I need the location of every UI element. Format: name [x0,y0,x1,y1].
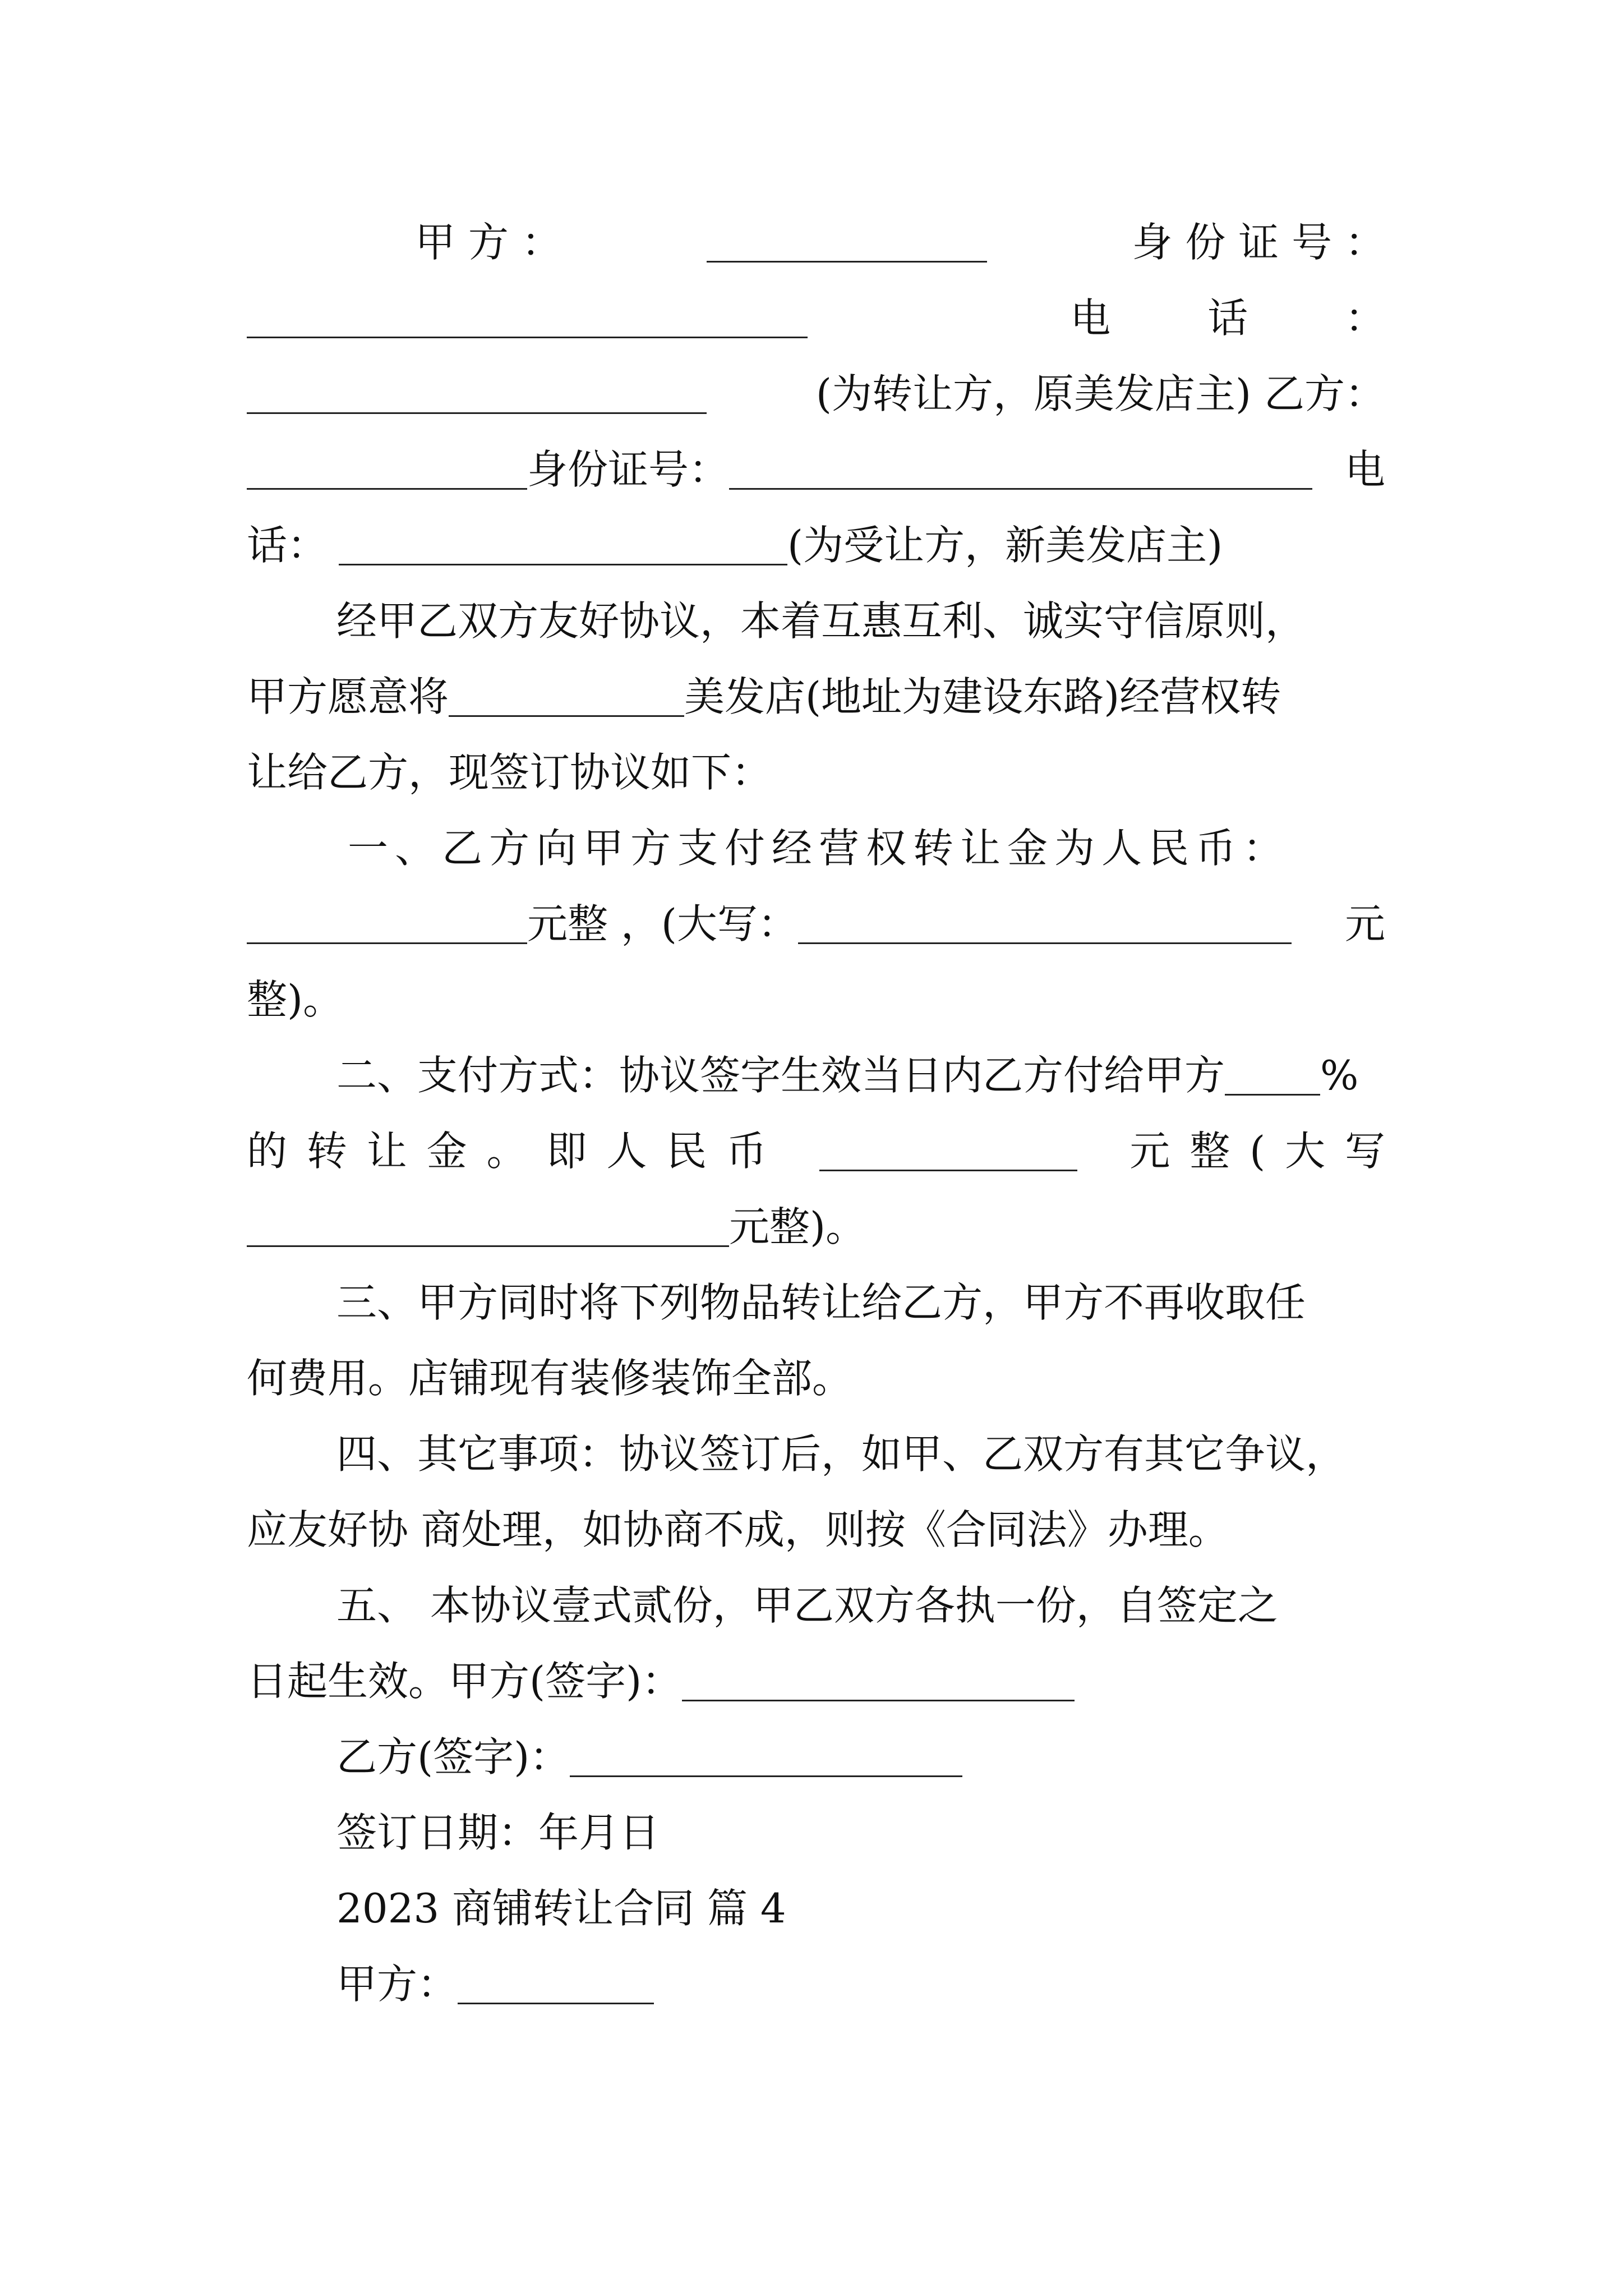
party-b-signature-blank [570,1775,962,1777]
intro-text-3: 让给乙方，现签订协议如下： [247,749,772,796]
transfer-fee-blank [247,942,527,944]
party-b-signature-label: 乙方(签字)： [336,1733,570,1780]
section-heading-line [336,1869,1385,1948]
party-b-line [247,430,1385,509]
party-a-phone-line [247,355,1385,433]
party-b-role-text: (为受让方，新美发店主) [787,522,1223,569]
intro-line-2 [247,657,1385,736]
clause-1-text-2a: 元整 ，(大写： [527,900,798,947]
next-party-a-line [336,1945,1385,2023]
party-a-name-blank [707,260,987,263]
intro-text-2a: 甲方愿意将 [247,673,449,720]
clause-4-text-2: 应友好协 商处理，如协商不成，则按《合同法》办理。 [247,1506,1229,1553]
deposit-amount-blank [819,1169,1077,1171]
party-a-role-text: (为转让方，原美发店主) 乙方： [815,370,1385,417]
clause-2-line-2 [247,1112,1385,1190]
section-heading: 2023 商铺转让合同 篇 4 [336,1885,786,1932]
clause-2-text-3: 元整)。 [729,1203,866,1250]
clause-1-line-2 [247,885,1385,963]
signing-date-text: 签订日期：年月日 [336,1809,660,1856]
clause-3-text-1: 三、甲方同时将下列物品转让给乙方，甲方不再收取任 [336,1279,1306,1326]
intro-text-1: 经甲乙双方友好协议，本着互惠互利、诚实守信原则， [336,597,1306,645]
clause-3-line-1 [336,1263,1385,1342]
next-party-a-blank [458,2002,654,2004]
party-b-phone-line [247,506,1385,585]
party-b-phone-label-start: 电 [1344,446,1385,493]
clause-2-text-1b: % [1320,1052,1359,1099]
clause-3-text-2: 何费用。店铺现有装修装饰全部。 [247,1355,853,1402]
intro-line-3 [247,733,1385,812]
shop-name-blank [449,715,684,717]
party-b-phone-label-end: 话： [247,522,328,569]
clause-2-line-3 [247,1188,1385,1266]
clause-4-line-2 [247,1490,1385,1569]
party-a-signature-label: 日起生效。甲方(签字)： [247,1658,683,1705]
clause-2-text-2a: 的 转 让 金 。 即 人 民 币 [247,1128,767,1175]
transfer-fee-words-blank [798,942,1292,944]
party-b-phone-blank [339,563,787,565]
party-a-phone-blank [247,412,707,414]
clause-1-line-1 [348,809,1385,887]
party-a-id-blank [247,336,808,338]
clause-2-line-1 [336,1036,1385,1115]
clause-2-text-2b: 元 整 ( 大 写 [1129,1128,1385,1175]
clause-5-line-2 [247,1642,1385,1720]
percent-blank [1225,1093,1320,1096]
clause-5-text-1: 五、 本协议壹式贰份，甲乙双方各执一份，自签定之 [336,1582,1278,1629]
clause-2-text-1a: 二、支付方式：协议签字生效当日内乙方付给甲方 [336,1052,1225,1099]
intro-line-1 [336,582,1385,660]
clause-1-text-3: 整)。 [247,976,344,1023]
clause-1-text-1: 一、乙方向甲方支付经营权转让金为人民币： [348,825,1290,872]
clause-1-text-2b: 元 [1344,900,1385,947]
party-b-id-label: 身份证号： [527,446,730,493]
signing-date-line [336,1793,1385,1872]
party-b-id-blank [729,487,1312,490]
party-a-id-label: 身 份 证 号 ： [1132,219,1385,266]
next-party-a-label: 甲方： [336,1961,458,2008]
clause-5-line-1 [336,1566,1385,1645]
party-a-id-line [247,279,1385,357]
clause-1-line-3 [247,960,1385,1039]
deposit-words-blank [247,1245,729,1247]
clause-4-line-1 [336,1415,1385,1493]
party-a-line [415,203,1385,282]
clause-4-text-1: 四、其它事项：协议签订后，如甲、乙双方有其它争议， [336,1430,1347,1478]
party-b-signature-line [336,1718,1385,1796]
party-a-signature-blank [682,1699,1075,1701]
intro-text-2b: 美发店(地址为建设东路)经营权转 [684,673,1281,720]
party-a-label: 甲 方 ： [415,219,562,266]
clause-3-line-2 [247,1339,1385,1418]
party-a-phone-label: 电 话 ： [1070,295,1385,342]
party-b-name-blank [247,487,527,490]
